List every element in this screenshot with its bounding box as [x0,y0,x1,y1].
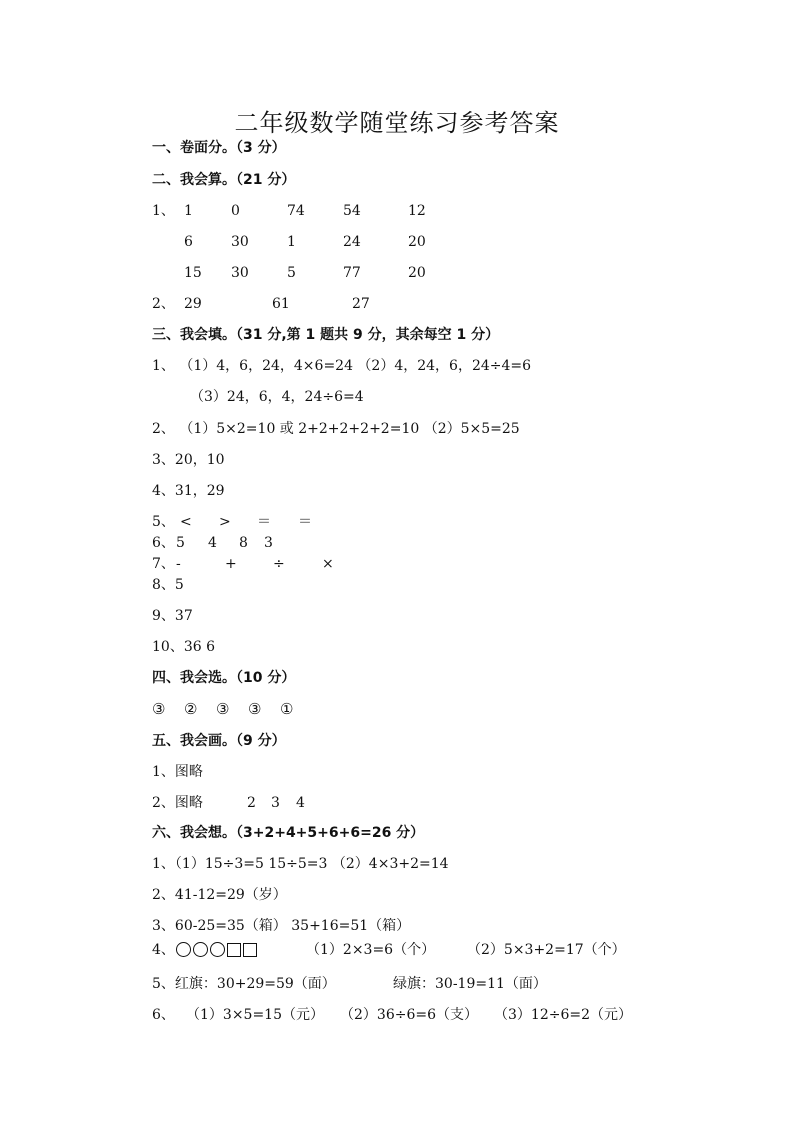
calc-cell: 30 [231,234,249,250]
fill-q6-label: 6、 [152,535,175,551]
answer-part: 绿旗：30-19=11（面） [393,976,547,992]
answer-line: （3）24，6，4，24÷6=4 [190,389,364,405]
section-heading-5: 五、我会画。（9 分） [152,733,286,749]
answer-part: （2）5×3+2=17（个） [467,942,626,958]
calc-cell: 54 [343,203,361,219]
answer-part: （1）2×3=6（个） [306,942,436,958]
answer-line: 2、 （1）5×2=10 或 2+2+2+2+2=10 （2）5×5=25 [152,421,520,437]
fill-q5-label: 5、 [152,514,175,530]
section-heading-3: 三、我会填。（31 分,第 1 题共 9 分，其余每空 1 分） [152,327,500,343]
answer-part: （2）36÷6=6（支） [340,1007,478,1023]
calc-cell: 29 [184,296,202,312]
page-title: 二年级数学随堂练习参考答案 [234,109,560,137]
circle-shape [193,942,208,957]
answer-symbol: - [176,556,181,572]
answer-line: 1、 （1）4，6，24，4×6=24 （2）4，24，6，24÷4=6 [152,358,532,374]
choice-answer: ③ [152,700,166,718]
answer-part: 5、红旗：30+29=59（面） [152,976,336,992]
circle-shape [176,942,191,957]
answer-line: 3、60-25=35（箱） 35+16=51（箱） [152,918,411,934]
section-heading-2: 二、我会算。（21 分） [152,172,296,188]
answer-part: （1）3×5=15（元） [186,1007,324,1023]
calc-cell: 30 [231,265,249,281]
answer-symbol: × [322,556,334,572]
answer-symbol: > [219,514,231,530]
answer-part: （3）12÷6=2（元） [494,1007,632,1023]
answer-symbol: 4 [296,795,305,811]
square-shape [243,943,257,957]
choice-answer: ③ [216,700,230,718]
answer-line: 4、31，29 [152,483,225,499]
square-shape [227,943,241,957]
calc-q2-label: 2、 [152,296,175,312]
answer-symbol: 3 [264,535,273,551]
answer-symbol: ＝ [298,514,312,530]
calc-cell: 5 [287,265,296,281]
think-q4-label: 4、 [152,942,175,958]
answer-symbol: 5 [176,535,185,551]
calc-cell: 24 [343,234,361,250]
answer-symbol: ＝ [257,514,271,530]
answer-symbol: 4 [208,535,217,551]
answer-symbol: 3 [271,795,280,811]
calc-cell: 1 [287,234,296,250]
shape-sequence [176,942,259,959]
answer-line: 8、5 [152,577,184,593]
calc-cell: 20 [408,265,426,281]
answer-symbol: 8 [239,535,248,551]
think-q6-label: 6、 [152,1007,175,1023]
section-heading-4: 四、我会选。（10 分） [152,670,296,686]
choice-answer: ② [184,700,198,718]
choice-answer: ① [280,700,294,718]
answer-symbol: ÷ [273,556,285,572]
draw-q2-label: 2、图略 [152,795,203,811]
calc-cell: 6 [184,234,193,250]
answer-symbol: 2 [247,795,256,811]
choice-answer: ③ [248,700,262,718]
calc-q1-label: 1、 [152,203,175,219]
answer-line: 1、图略 [152,764,203,780]
answer-line: 2、41-12=29（岁） [152,887,287,903]
answer-line: 10、36 6 [152,639,215,655]
calc-cell: 27 [352,296,370,312]
answer-symbol: < [180,514,192,530]
calc-cell: 1 [184,203,193,219]
calc-cell: 0 [231,203,240,219]
calc-cell: 74 [287,203,305,219]
circle-shape [210,942,225,957]
calc-cell: 15 [184,265,202,281]
calc-cell: 77 [343,265,361,281]
section-heading-6: 六、我会想。（3+2+4+5+6+6=26 分） [152,825,425,841]
calc-cell: 12 [408,203,426,219]
answer-line: 3、20，10 [152,452,225,468]
answer-symbol: + [225,556,237,572]
answer-line: 9、37 [152,608,193,624]
section-heading-1: 一、卷面分。（3 分） [152,140,286,156]
fill-q7-label: 7、 [152,556,175,572]
answer-line: 1、（1）15÷3=5 15÷5=3 （2）4×3+2=14 [152,856,449,872]
calc-cell: 20 [408,234,426,250]
calc-cell: 61 [272,296,290,312]
